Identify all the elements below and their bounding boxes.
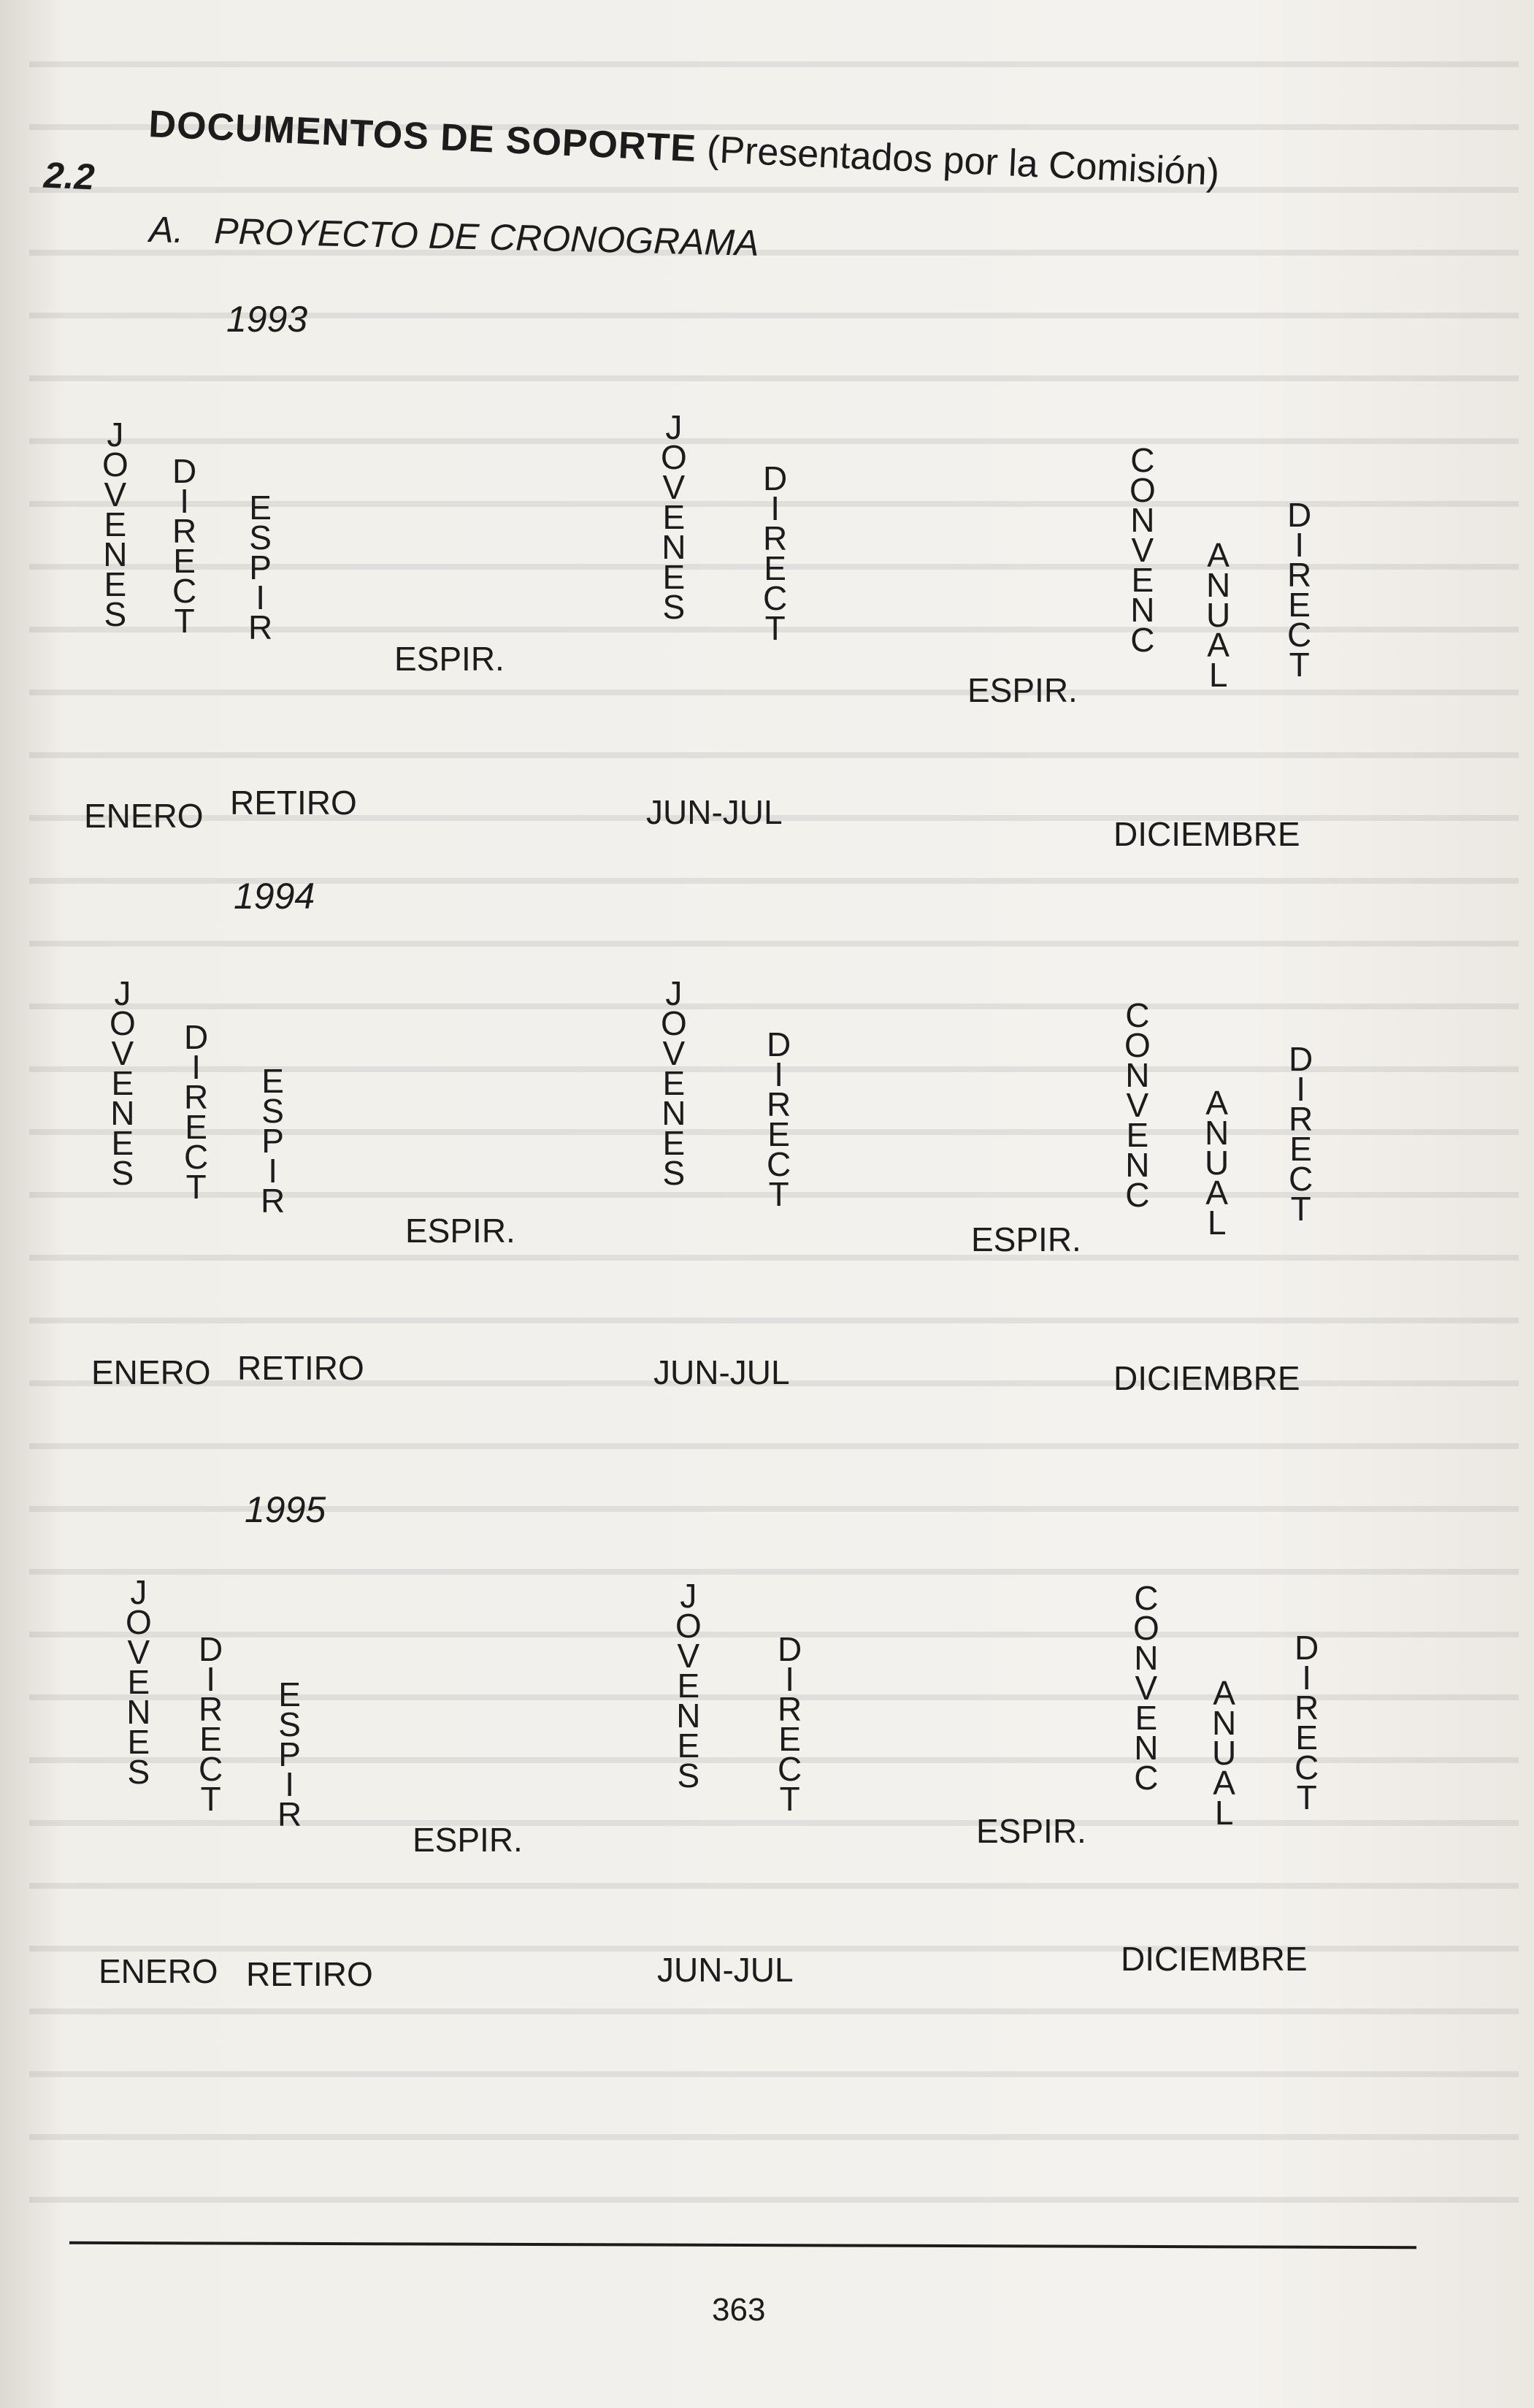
vertical-letter: S [104,595,127,633]
vertical-letter: R [763,519,788,557]
month-label: ENERO [99,1952,218,1990]
vertical-letter: I [268,1152,277,1190]
vertical-letter: C [1287,616,1312,654]
vertical-letter: U [1206,596,1231,634]
vertical-letter: V [1135,1669,1158,1707]
vertical-letter: E [677,1727,700,1765]
vertical-letter: D [184,1018,209,1056]
vertical-letter: C [199,1750,223,1788]
vertical-letter: D [199,1630,223,1668]
vertical-letter: J [665,408,683,446]
month-label: DICIEMBRE [1113,815,1300,853]
vertical-letter: R [172,512,197,550]
vertical-letter: J [130,1573,147,1611]
vertical-letter: O [661,438,687,476]
vertical-letter: E [662,1124,686,1162]
vertical-letter: E [104,505,127,543]
vertical-letter: R [778,1690,802,1728]
vertical-letter: O [675,1607,702,1645]
month-label: JUN-JUL [657,1951,794,1989]
vertical-letter: A [1213,1764,1235,1802]
espir-label: ESPIR. [967,671,1078,709]
vertical-letter: N [1130,591,1155,629]
vertical-letter: I [774,1055,783,1093]
vertical-letter: C [1289,1160,1314,1198]
vertical-letter: I [285,1765,294,1803]
vertical-letter: D [778,1630,802,1668]
vertical-word-direct [767,1025,791,1213]
vertical-word-jovenes [110,974,136,1192]
vertical-letter: E [185,1108,207,1146]
vertical-letter: N [110,1094,135,1132]
vertical-word-direct [763,459,788,647]
vertical-letter: A [1213,1674,1235,1712]
vertical-letter: S [261,1092,284,1130]
vertical-letter: C [1125,1176,1150,1214]
vertical-letter: I [256,578,265,616]
vertical-letter: I [770,489,780,527]
vertical-letter: I [785,1660,794,1698]
espir-label: ESPIR. [413,1821,523,1859]
vertical-letter: E [249,489,272,527]
vertical-letter: T [200,1780,221,1818]
vertical-letter: E [278,1675,301,1713]
vertical-letter: V [662,468,686,506]
vertical-letter: P [261,1122,284,1160]
vertical-letter: T [1290,1190,1311,1228]
vertical-letter: N [1206,566,1231,604]
section-heading [147,102,1220,195]
vertical-letter: P [249,549,272,586]
vertical-letter: J [114,974,131,1012]
vertical-letter: V [104,475,127,513]
vertical-letter: L [1214,1794,1234,1832]
vertical-letter: S [249,519,272,557]
vertical-letter: V [111,1034,134,1072]
vertical-word-convenc [1130,441,1156,659]
vertical-letter: S [127,1753,150,1791]
month-label: DICIEMBRE [1113,1359,1300,1397]
vertical-letter: N [661,528,686,566]
vertical-letter: I [180,482,189,520]
vertical-word-direct [184,1018,209,1206]
month-label: ENERO [91,1353,211,1391]
vertical-letter: E [127,1663,150,1701]
vertical-letter: T [764,609,786,647]
vertical-letter: O [110,1004,136,1042]
espir-label: ESPIR. [394,640,505,678]
vertical-word-anual [1205,1084,1230,1242]
vertical-letter: P [278,1735,301,1773]
subheading-title: PROYECTO DE CRONOGRAMA [213,210,760,264]
month-label: JUN-JUL [646,793,783,831]
vertical-letter: L [1207,1204,1227,1242]
vertical-letter: C [1295,1748,1319,1786]
section-number: 2.2 [42,154,96,198]
vertical-letter: E [1295,1719,1318,1757]
vertical-letter: O [1130,471,1156,509]
vertical-letter: C [1134,1579,1159,1617]
footer-rule [69,2241,1416,2249]
vertical-letter: D [1289,1040,1314,1078]
vertical-letter: S [278,1705,301,1743]
vertical-letter: D [767,1025,791,1063]
vertical-letter: E [111,1124,134,1162]
vertical-letter: C [763,579,788,617]
vertical-letter: N [676,1697,701,1735]
espir-label: ESPIR. [976,1812,1086,1850]
vertical-letter: O [1124,1026,1151,1064]
vertical-word-anual [1212,1674,1237,1832]
vertical-letter: V [1131,531,1154,569]
vertical-letter: R [248,608,273,646]
vertical-letter: A [1207,626,1230,664]
vertical-letter: O [102,446,129,483]
vertical-word-convenc [1133,1579,1159,1797]
vertical-letter: V [127,1633,150,1671]
vertical-letter: N [1134,1639,1159,1677]
vertical-letter: E [662,558,686,596]
month-label: DICIEMBRE [1121,1940,1308,1978]
vertical-letter: S [662,588,686,626]
vertical-letter: V [662,1034,686,1072]
month-label: RETIRO [230,784,357,822]
vertical-word-espir [277,1675,302,1833]
vertical-letter: V [677,1637,700,1675]
vertical-letter: A [1205,1174,1228,1212]
vertical-letter: N [1125,1146,1150,1184]
vertical-letter: J [665,974,683,1012]
vertical-letter: I [206,1660,215,1698]
year-label: 1995 [245,1489,326,1530]
vertical-letter: R [1287,556,1312,594]
vertical-letter: E [764,549,786,587]
vertical-letter: N [1125,1056,1150,1094]
vertical-letter: C [767,1145,791,1183]
vertical-word-direct [1295,1629,1319,1816]
vertical-word-direct [778,1630,802,1818]
vertical-letter: R [1289,1100,1314,1138]
vertical-word-jovenes [661,408,687,626]
vertical-letter: N [661,1094,686,1132]
vertical-letter: U [1205,1144,1230,1182]
vertical-letter: E [1131,561,1154,599]
vertical-word-espir [261,1062,285,1220]
vertical-letter: E [111,1064,134,1102]
vertical-letter: C [172,572,197,610]
page-number: 363 [712,2292,766,2328]
vertical-letter: E [1289,1130,1312,1168]
vertical-letter: U [1212,1734,1237,1772]
vertical-word-anual [1206,536,1231,694]
vertical-letter: J [107,416,124,454]
espir-label: ESPIR. [405,1212,515,1250]
vertical-letter: I [1302,1659,1311,1697]
vertical-letter: R [277,1795,302,1833]
vertical-letter: R [767,1085,791,1123]
vertical-letter: E [261,1062,284,1100]
vertical-letter: D [1287,496,1312,534]
vertical-word-direct [172,452,197,640]
vertical-letter: I [191,1048,201,1086]
vertical-letter: N [1130,501,1155,539]
vertical-word-direct [199,1630,223,1818]
vertical-letter: E [778,1720,801,1758]
vertical-letter: E [767,1115,790,1153]
vertical-letter: T [768,1175,789,1213]
vertical-letter: R [184,1078,209,1116]
vertical-letter: D [172,452,197,490]
vertical-letter: C [184,1138,209,1176]
vertical-letter: S [662,1154,686,1192]
vertical-letter: D [1295,1629,1319,1667]
vertical-letter: O [1133,1609,1159,1647]
vertical-letter: E [662,1064,686,1102]
vertical-word-direct [1289,1040,1314,1228]
vertical-letter: N [1205,1114,1230,1152]
vertical-letter: R [261,1182,285,1220]
month-label: RETIRO [246,1955,373,1993]
vertical-letter: O [661,1004,687,1042]
vertical-word-jovenes [126,1573,152,1791]
vertical-letter: I [1295,526,1304,564]
vertical-letter: E [104,565,127,603]
vertical-letter: T [174,602,195,640]
vertical-letter: L [1208,656,1228,694]
vertical-letter: E [677,1667,700,1705]
month-label: ENERO [84,797,204,835]
month-label: RETIRO [237,1349,364,1387]
vertical-letter: N [126,1693,151,1731]
vertical-letter: S [111,1154,134,1192]
espir-label: ESPIR. [971,1220,1081,1258]
year-label: 1993 [226,299,308,340]
vertical-word-direct [1287,496,1312,684]
vertical-letter: T [185,1168,207,1206]
vertical-letter: E [199,1720,222,1758]
vertical-letter: C [1130,621,1155,659]
vertical-letter: C [1134,1759,1159,1797]
vertical-letter: T [1296,1778,1317,1816]
vertical-letter: A [1207,536,1230,574]
vertical-letter: O [126,1603,152,1641]
vertical-letter: J [680,1577,697,1615]
vertical-word-jovenes [675,1577,702,1794]
vertical-letter: T [1289,646,1310,684]
vertical-letter: E [127,1723,150,1761]
vertical-letter: C [1125,996,1150,1034]
vertical-letter: A [1205,1084,1228,1122]
vertical-letter: E [662,498,686,536]
vertical-letter: C [778,1750,802,1788]
month-label: JUN-JUL [653,1353,790,1391]
vertical-letter: R [199,1690,223,1728]
heading-bold: DOCUMENTOS DE SOPORTE [147,102,698,171]
vertical-letter: N [1134,1729,1159,1767]
vertical-letter: E [1135,1699,1158,1737]
vertical-letter: D [763,459,788,497]
subheading [149,208,759,264]
vertical-letter: S [677,1757,700,1794]
vertical-word-jovenes [102,416,129,633]
vertical-letter: E [1288,586,1311,624]
vertical-word-jovenes [661,974,687,1192]
vertical-letter: E [173,542,196,580]
vertical-letter: E [1126,1116,1149,1154]
vertical-letter: N [1212,1704,1237,1742]
vertical-word-convenc [1124,996,1151,1214]
vertical-letter: N [103,535,128,573]
vertical-letter: R [1295,1689,1319,1727]
subheading-letter: A. [148,208,185,251]
vertical-letter: T [779,1780,800,1818]
year-label: 1994 [234,876,315,917]
vertical-letter: C [1130,441,1155,479]
heading-rest: (Presentados por la Comisión) [706,128,1221,194]
vertical-letter: I [1296,1070,1305,1108]
vertical-word-espir [248,489,273,646]
vertical-letter: V [1126,1086,1149,1124]
